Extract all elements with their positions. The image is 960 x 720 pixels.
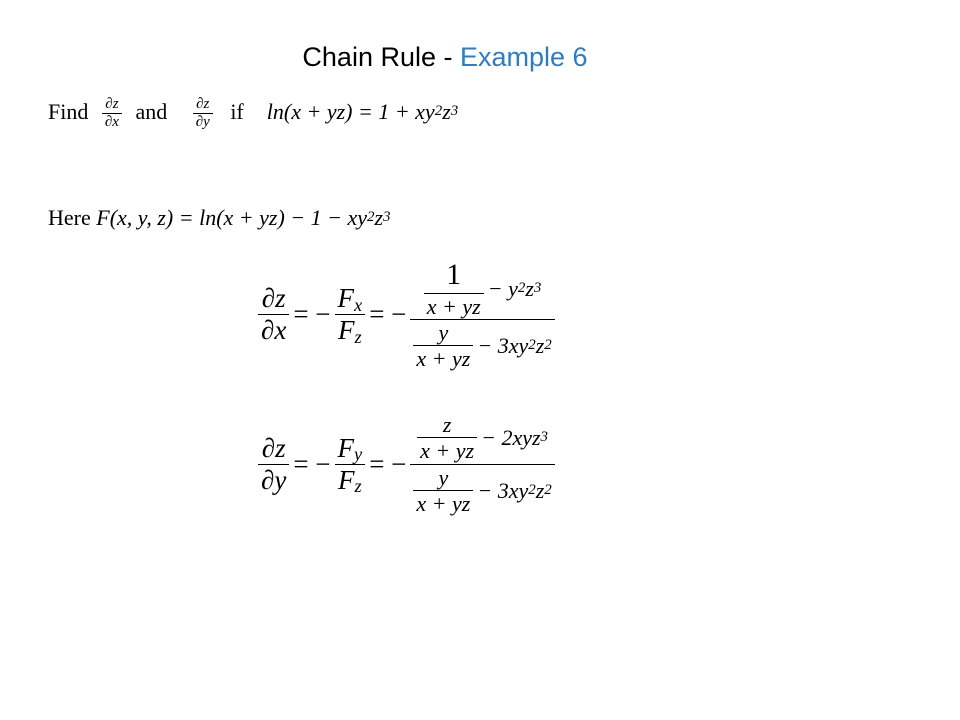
- Fx-over-Fz: $\frac{F_x}{F_z}$: [335, 283, 366, 346]
- explicit-fraction-x: $\frac{1}{x + yz}$ − $y^2z^3$ $\frac{y}{x + yz}$ − $3xy^2z^2$: [410, 258, 554, 371]
- partial-z-x-fraction: $\frac{\partial z}{\partial x}$: [102, 96, 122, 132]
- partial-z-y-fraction: $\frac{\partial z}{\partial y}$: [193, 96, 213, 132]
- here-definition: [48, 205, 391, 231]
- explicit-fraction-y: $\frac{z}{x + yz}$ − 2xyz$^3$ $\frac{y}{x + yz}$ − $3xy^2z^2$: [410, 412, 554, 516]
- and-label: and: [135, 98, 168, 124]
- Fy-over-Fz: $\frac{F_y}{F_z}$: [335, 433, 366, 496]
- find-label: Find: [48, 98, 89, 124]
- title-main: Chain Rule: [302, 42, 436, 72]
- slide-title: [0, 42, 890, 73]
- dz-dy-lhs: $\frac{\partial z}{\partial y}$: [258, 433, 289, 496]
- here-label: Here: [48, 205, 91, 230]
- title-subtitle: Example 6: [460, 42, 588, 72]
- F-definition: F(x, y, $z) = \ln(x + yz) - 1 - xy^2z^3$: [96, 205, 391, 230]
- problem-statement: [48, 96, 458, 132]
- given-equation: $\ln(x + yz) = 1 + xy^2z^3$: [266, 98, 459, 124]
- if-label: if: [230, 98, 244, 124]
- partial-z-y-equation: $\frac{\partial z}{\partial y}$ = − $\frac{F_y}{F_z}$ = − $\frac{z}{x + yz}$ − 2xyz$^3$ $\frac{y}{x + yz}$ − $3xy^2z^2$: [258, 412, 555, 516]
- dz-dx-lhs: $\frac{\partial z}{\partial x}$: [258, 283, 289, 346]
- title-separator: -: [436, 42, 460, 72]
- partial-z-x-equation: $\frac{\partial z}{\partial x}$ = − $\frac{F_x}{F_z}$ = − $\frac{1}{x + yz}$ − $y^2z^3$ $\frac{y}{x + yz}$ − $3xy^2z^2$: [258, 258, 555, 371]
